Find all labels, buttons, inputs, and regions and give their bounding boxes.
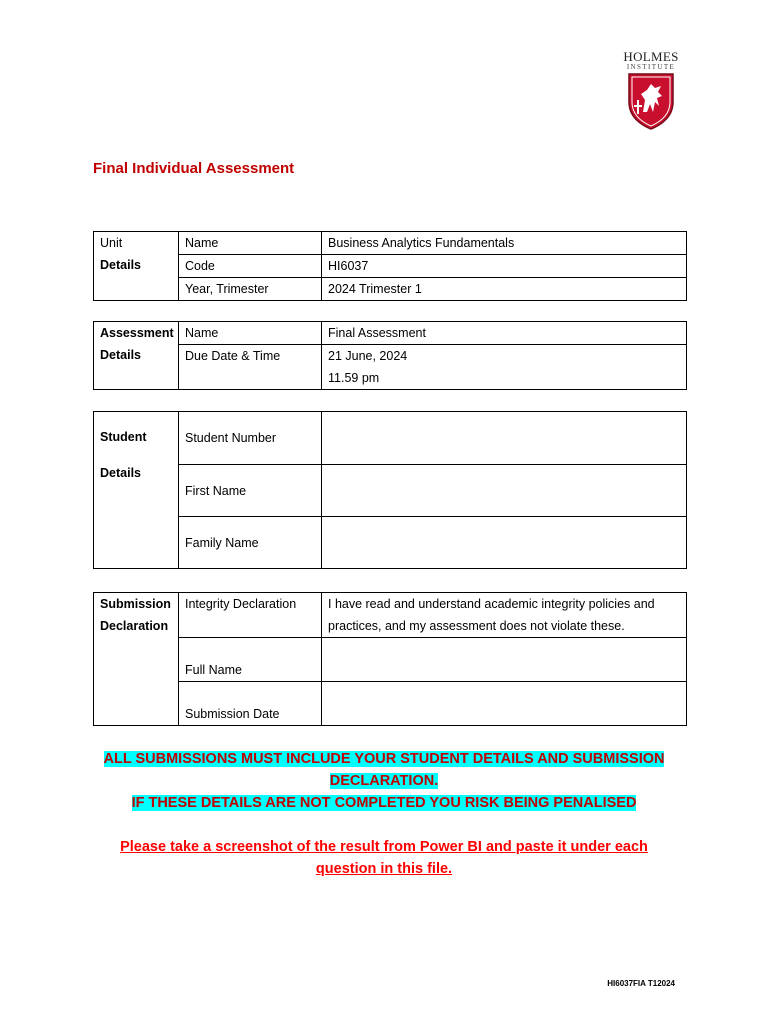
student-number-field[interactable]: [322, 412, 687, 465]
warning-line: IF THESE DETAILS ARE NOT COMPLETED YOU RISK BEING PENALISED: [131, 795, 637, 811]
holmes-institute-logo: [620, 50, 682, 130]
assessment-details-table: [93, 321, 687, 390]
logo-subtitle: INSTITUTE: [626, 63, 676, 71]
field-label: Name: [179, 232, 322, 255]
table-row: [94, 465, 687, 517]
first-name-field[interactable]: [322, 465, 687, 517]
field-label: First Name: [179, 465, 322, 517]
submission-warning: [93, 748, 675, 814]
due-date: 21 June, 2024: [328, 349, 408, 363]
table-row: [94, 322, 687, 345]
table-row: [94, 412, 687, 465]
table-row: [94, 345, 687, 390]
table-row: [94, 682, 687, 726]
field-label: Family Name: [179, 517, 322, 569]
full-name-field[interactable]: [322, 638, 687, 682]
footer-code: HI6037FIA T12024: [607, 979, 675, 988]
table-row: [94, 593, 687, 638]
year-trimester-value: 2024 Trimester 1: [322, 278, 687, 301]
field-label: Full Name: [179, 638, 322, 682]
integrity-declaration-text: [322, 593, 687, 638]
details-label: Details: [100, 258, 141, 272]
table-row: [94, 232, 687, 255]
details-label: Details: [100, 348, 141, 362]
submission-declaration-table: [93, 592, 687, 726]
field-label: Due Date & Time: [179, 345, 322, 390]
family-name-field[interactable]: [322, 517, 687, 569]
table-row: [94, 517, 687, 569]
student-details-table: [93, 411, 687, 569]
unit-details-table: [93, 231, 687, 301]
logo-title: HOLMES: [623, 49, 679, 64]
submission-label: Submission: [100, 597, 171, 611]
unit-code-value: HI6037: [322, 255, 687, 278]
due-date-value: [322, 345, 687, 390]
field-label: Name: [179, 322, 322, 345]
field-label: Submission Date: [179, 682, 322, 726]
instruction-line: Please take a screenshot of the result from Power BI and paste it under each: [120, 839, 648, 855]
submission-date-field[interactable]: [322, 682, 687, 726]
student-label: Student: [100, 430, 147, 444]
field-label: Year, Trimester: [179, 278, 322, 301]
page-title: Final Individual Assessment: [93, 160, 295, 177]
due-time: 11.59 pm: [328, 371, 380, 385]
warning-line: ALL SUBMISSIONS MUST INCLUDE YOUR STUDENT DETAILS AND SUBMISSION: [103, 751, 665, 767]
details-label: Details: [100, 466, 141, 480]
field-label: Integrity Declaration: [179, 593, 322, 638]
unit-details-label: [94, 232, 179, 301]
unit-name-value: Business Analytics Fundamentals: [322, 232, 687, 255]
crest-icon: [627, 72, 675, 130]
unit-label: Unit: [100, 236, 123, 250]
declaration-line: practices, and my assessment does not violate these.: [328, 619, 625, 633]
table-row: [94, 255, 687, 278]
submission-declaration-label: [94, 593, 179, 726]
field-label: Student Number: [179, 412, 322, 465]
assessment-name-value: Final Assessment: [322, 322, 687, 345]
power-bi-instruction: [93, 836, 675, 880]
table-row: [94, 638, 687, 682]
instruction-line: question in this file.: [315, 861, 453, 877]
warning-line: DECLARATION.: [329, 773, 439, 789]
student-details-label: [94, 412, 179, 569]
declaration-label: Declaration: [100, 619, 169, 633]
declaration-line: I have read and understand academic integrity policies and: [328, 597, 655, 611]
field-label: Code: [179, 255, 322, 278]
table-row: [94, 278, 687, 301]
assessment-details-label: [94, 322, 179, 390]
assessment-label: Assessment: [100, 326, 174, 340]
